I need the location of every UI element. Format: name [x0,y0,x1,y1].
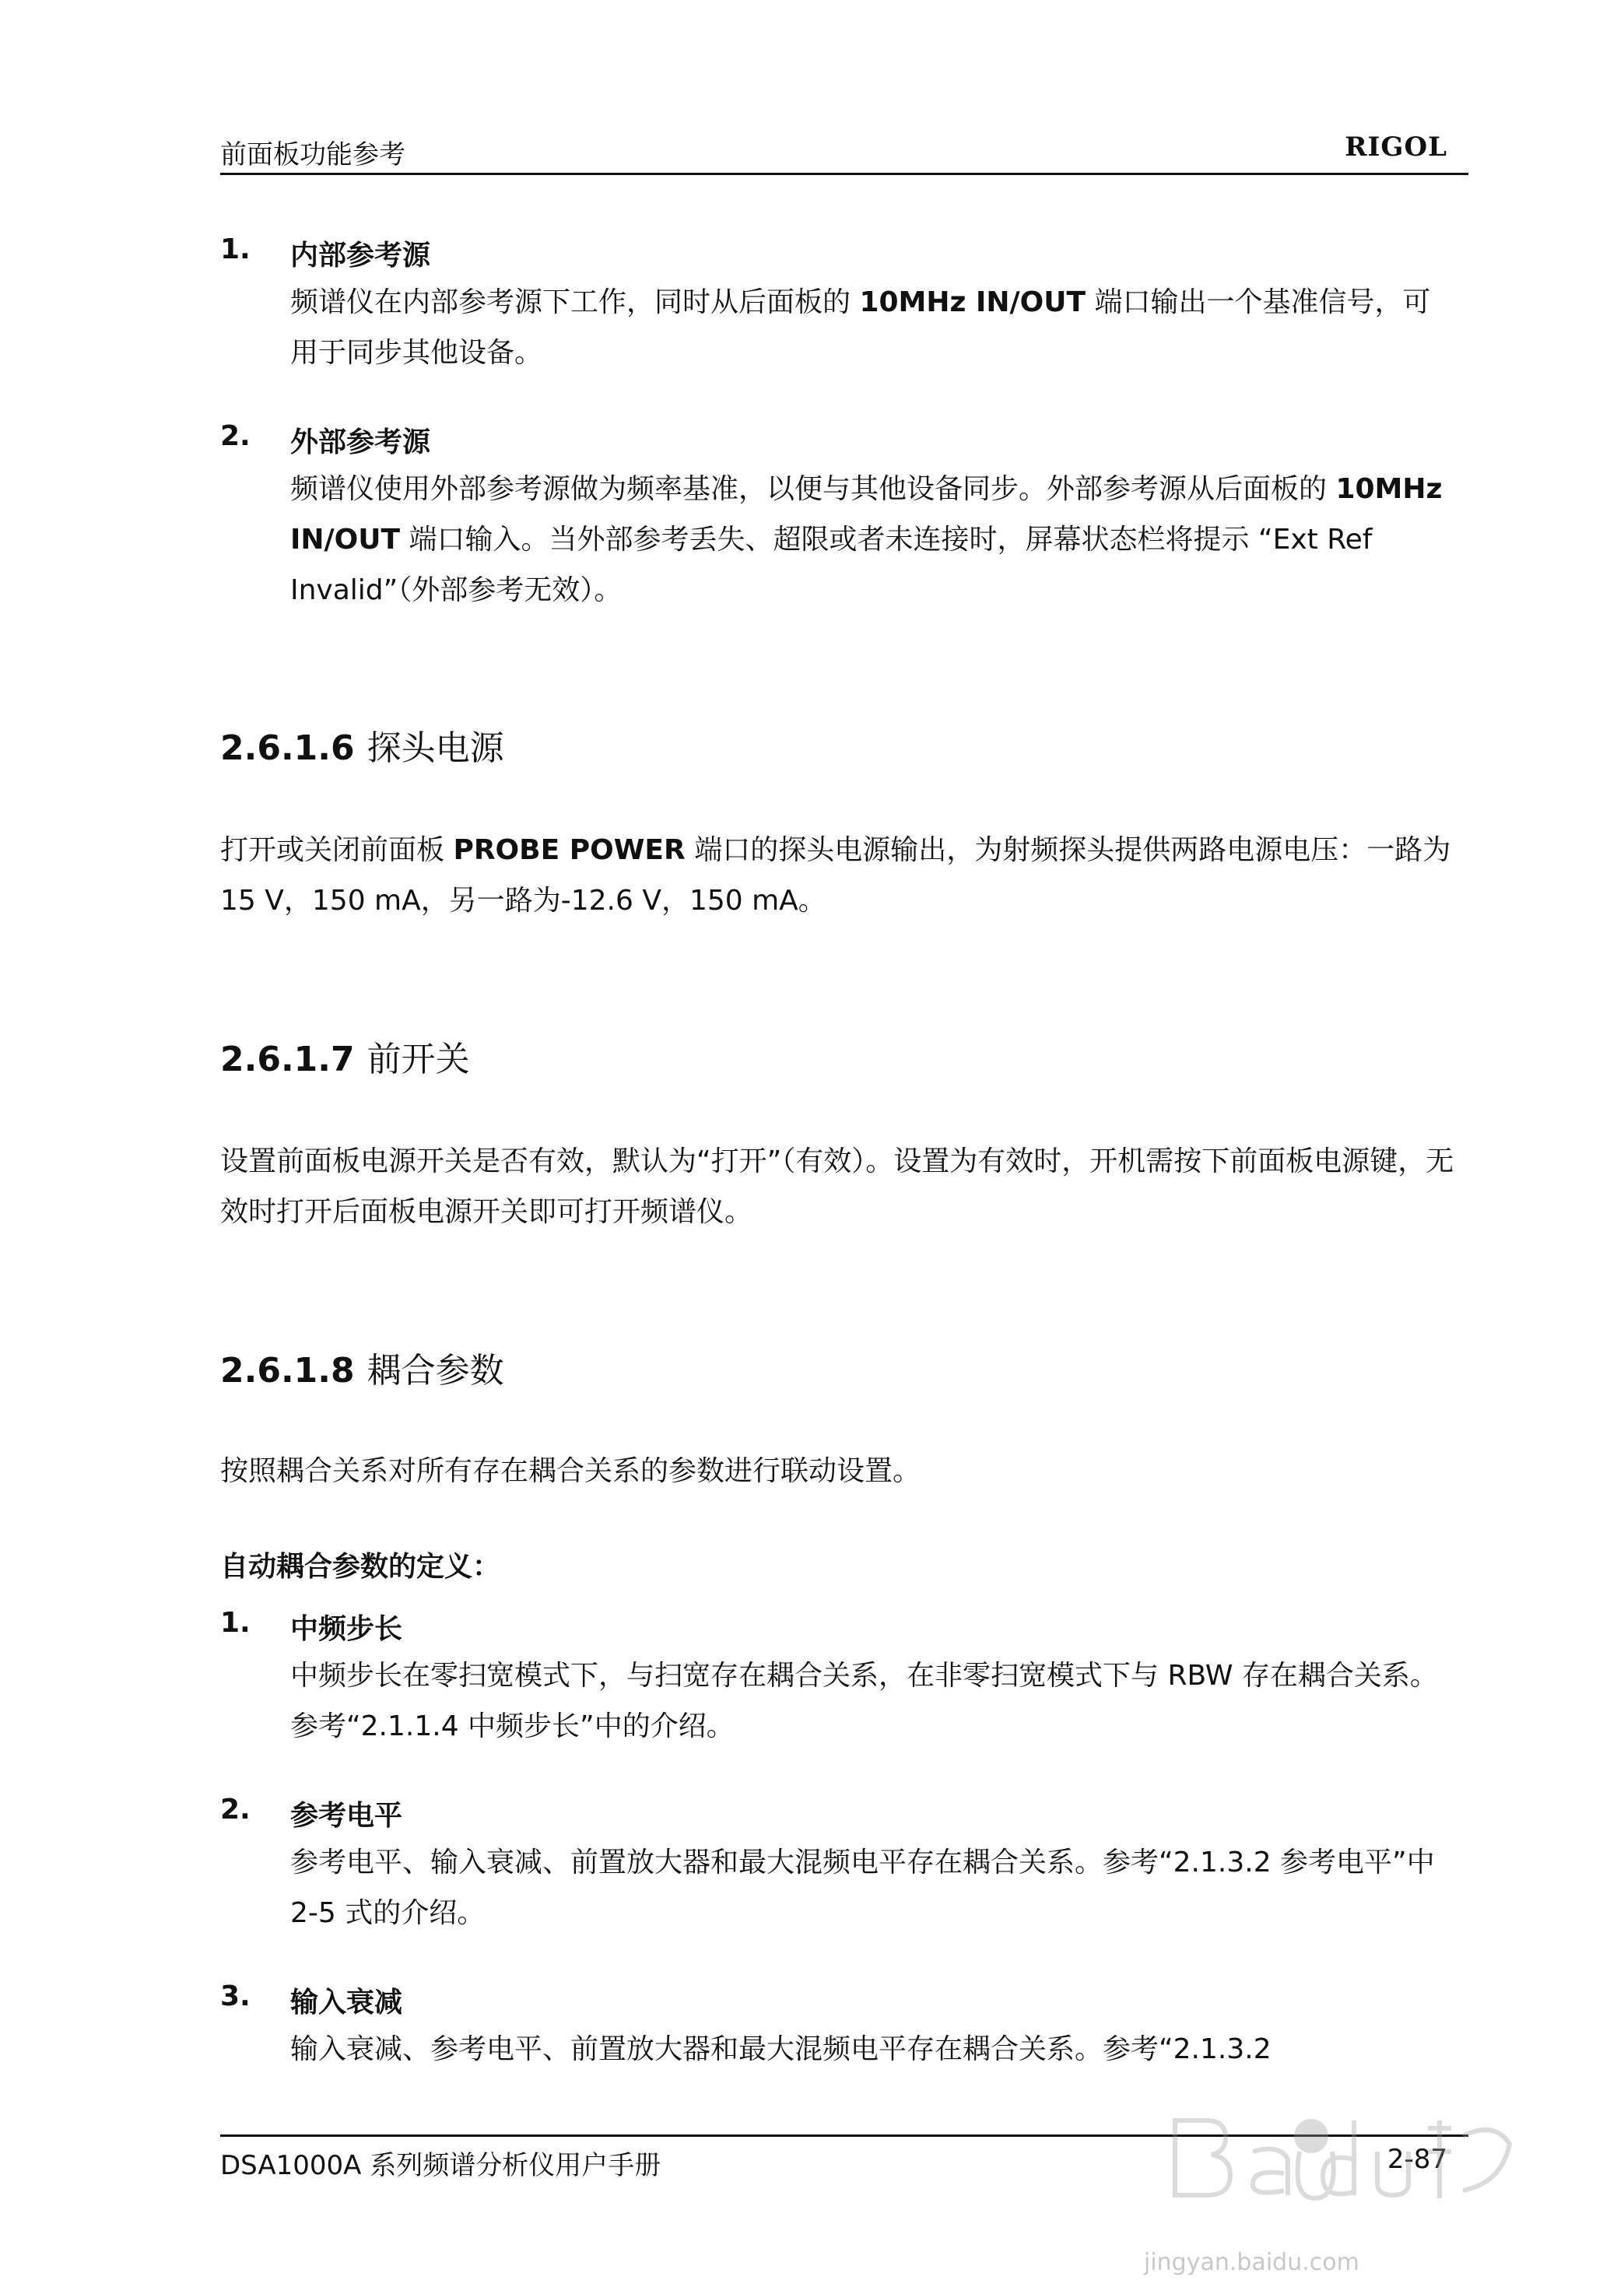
list-item-number: 2. [220,1794,251,1826]
list-item-title: 参考电平 [290,1800,403,1832]
list-item-title: 输入衰减 [290,1987,403,2019]
list-item-title: 外部参考源 [290,426,431,458]
list-item-title: 中频步长 [290,1613,403,1645]
baidu-watermark-logo [1159,2074,1533,2229]
section-body-probe-power: 打开或关闭前面板 PROBE POWER 端口的探头电源输出，为射频探头提供两路电源电压：一路为 15 V，150 mA，另一路为-12.6 V，150 mA。 [220,834,1451,917]
list-item-number: 3. [220,1980,251,2012]
list-item-title: 内部参考源 [290,240,431,272]
header-rule [220,173,1468,175]
list-item-number: 1. [220,1607,251,1639]
header-brand: RIGOL [1345,132,1447,163]
list-item-body: 频谱仪使用外部参考源做为频率基准，以便与其他设备同步。外部参考源从后面板的 10MHz IN/OUT 端口输入。当外部参考丢失、超限或者未连接时，屏幕状态栏将提示 “Ext Ref Invalid”（外部参考无效）。 [290,473,1443,606]
subheading-auto-coupling: 自动耦合参数的定义： [220,1551,501,1583]
list-item-body: 频谱仪在内部参考源下工作，同时从后面板的 10MHz IN/OUT 端口输出一个基准信号，可用于同步其他设备。 [290,286,1431,369]
baidu-watermark-url: jingyan.baidu.com [1144,2249,1359,2276]
list-item-number: 1. [220,233,251,265]
section-body-front-switch: 设置前面板电源开关是否有效，默认为“打开”（有效）。设置为有效时，开机需按下前面板电源键，无效时打开后面板电源开关即可打开频谱仪。 [220,1145,1454,1228]
list-item-body: 参考电平、输入衰减、前置放大器和最大混频电平存在耦合关系。参考“2.1.3.2 参考电平”中 2-5 式的介绍。 [290,1847,1435,1929]
list-item-number: 2. [220,420,251,452]
section-heading-coupled-params: 2.6.1.8 耦合参数 [220,1351,504,1391]
footer-page-number: 2-87 [1387,2144,1447,2175]
footer-rule [220,2134,1468,2137]
list-item-body: 中频步长在零扫宽模式下，与扫宽存在耦合关系，在非零扫宽模式下与 RBW 存在耦合关系。参考“2.1.1.4 中频步长”中的介绍。 [290,1660,1438,1742]
section-body-coupled-params: 按照耦合关系对所有存在耦合关系的参数进行联动设置。 [220,1455,921,1487]
header-chapter-title: 前面板功能参考 [220,139,405,170]
section-heading-front-switch: 2.6.1.7 前开关 [220,1040,470,1079]
list-item-body: 输入衰减、参考电平、前置放大器和最大混频电平存在耦合关系。参考“2.1.3.2 [290,2033,1271,2065]
section-heading-probe-power: 2.6.1.6 探头电源 [220,728,504,768]
footer-manual-title: DSA1000A 系列频谱分析仪用户手册 [220,2150,661,2181]
